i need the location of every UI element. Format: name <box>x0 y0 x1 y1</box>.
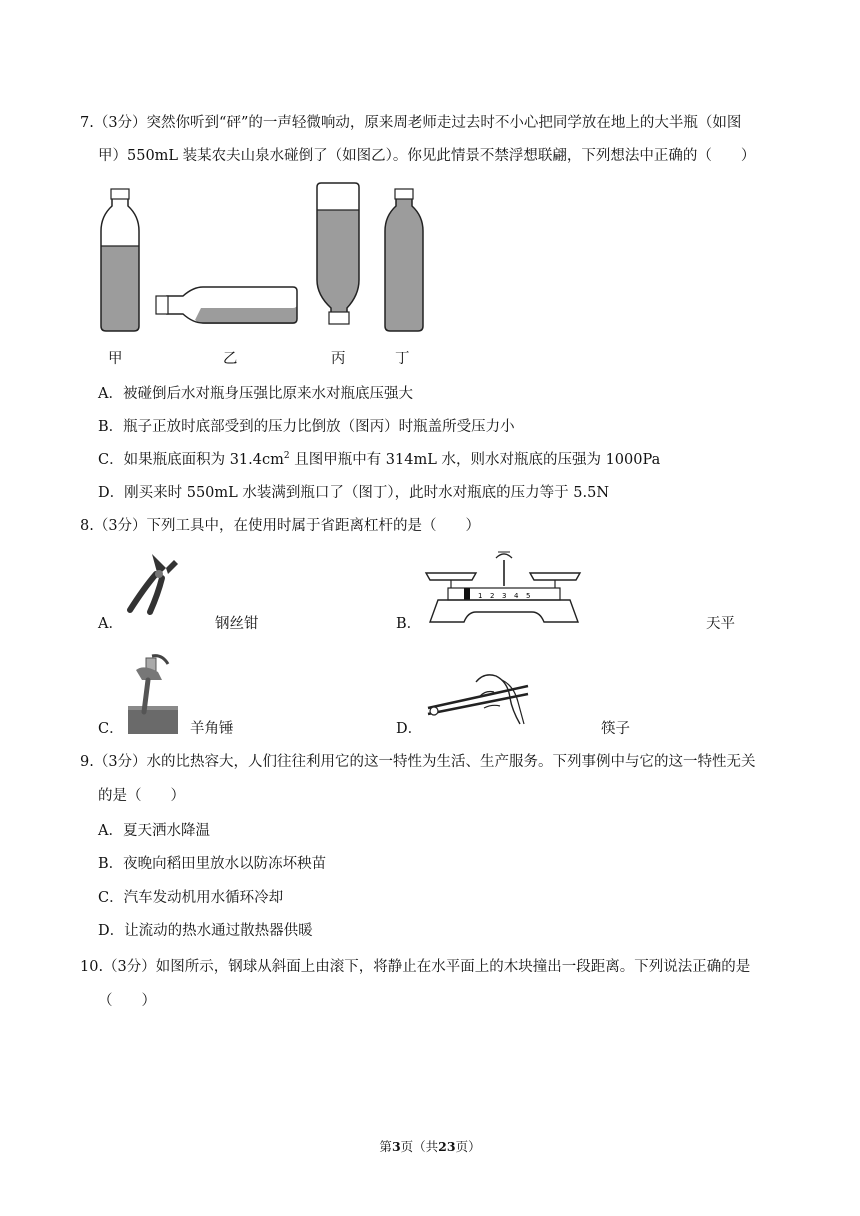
q9-option-b: B．夜晚向稻田里放水以防冻坏秧苗 <box>98 856 327 872</box>
bottle-bing-figure <box>313 180 365 328</box>
balance-tick-4: 4 <box>514 592 519 600</box>
q8-option-c-letter: C． <box>98 721 124 737</box>
q10-stem-line2: （ ） <box>98 993 156 1009</box>
balance-tick-5: 5 <box>526 592 531 600</box>
bottle-ding-figure <box>380 186 430 336</box>
q8-option-a-text: 钢丝钳 <box>215 616 259 632</box>
q10-stem-line1: 10.（3分）如图所示，钢球从斜面上由滚下，将静止在水平面上的木块撞出一段距离。下列说法正确的是 <box>80 959 751 975</box>
q7-option-b: B．瓶子正放时底部受到的压力比倒放（图丙）时瓶盖所受压力小 <box>98 419 515 435</box>
figure-label-bing: 丙 <box>331 351 346 367</box>
pliers-icon <box>122 550 182 616</box>
figure-label-jia: 甲 <box>108 351 123 367</box>
page-footer: 第3页（共23页） <box>379 1139 481 1154</box>
figure-label-yi: 乙 <box>223 351 238 367</box>
q9-stem-line2: 的是（ ） <box>98 788 185 804</box>
bottle-yi-figure <box>153 284 301 326</box>
figure-label-ding: 丁 <box>395 351 410 367</box>
q7-option-c: C．如果瓶底面积为 $31.4cm^2$ 且图甲瓶中有 314mL 水，则水对瓶底的压强为 1000Pa <box>98 451 661 468</box>
q8-option-c-text: 羊角锤 <box>190 721 234 737</box>
chopsticks-icon <box>424 668 532 728</box>
q8-option-b-text: 天平 <box>706 616 735 632</box>
q7-option-a: A．被碰倒后水对瓶身压强比原来水对瓶底压强大 <box>98 386 413 402</box>
q8-option-a-letter: A． <box>98 616 123 632</box>
q8-option-d-text: 筷子 <box>601 721 630 737</box>
q7-stem-line1: 7.（3分）突然你听到“砰”的一声轻微响动，原来周老师走过去时不小心把同学放在地上的大半瓶（如图 <box>80 115 742 131</box>
balance-tick-1: 1 <box>478 592 483 600</box>
q8-option-b-letter: B． <box>396 616 422 632</box>
balance-tick-2: 2 <box>490 592 495 600</box>
claw-hammer-icon <box>122 650 182 736</box>
balance-tick-3: 3 <box>502 592 507 600</box>
q7-stem-line2: 甲）550mL 装某农夫山泉水碰倒了（如图乙）。你见此情景不禁浮想联翩，下列想法中正确的（ ） <box>98 148 756 164</box>
balance-scale-icon <box>424 548 584 626</box>
q9-option-a: A．夏天洒水降温 <box>98 823 210 839</box>
q9-option-d: D．让流动的热水通过散热器供暖 <box>98 923 313 939</box>
q9-stem-line1: 9.（3分）水的比热容大，人们往往利用它的这一特性为生活、生产服务。下列事例中与它的这一特性无关 <box>80 754 756 770</box>
q7-option-d: D．刚买来时 550mL 水装满到瓶口了（图丁），此时水对瓶底的压力等于 5.5N <box>98 485 610 501</box>
bottle-jia-figure <box>96 186 146 336</box>
q8-option-d-letter: D． <box>396 721 423 737</box>
q8-stem: 8.（3分）下列工具中，在使用时属于省距离杠杆的是（ ） <box>80 518 481 534</box>
q9-option-c: C．汽车发动机用水循环冷却 <box>98 890 284 906</box>
